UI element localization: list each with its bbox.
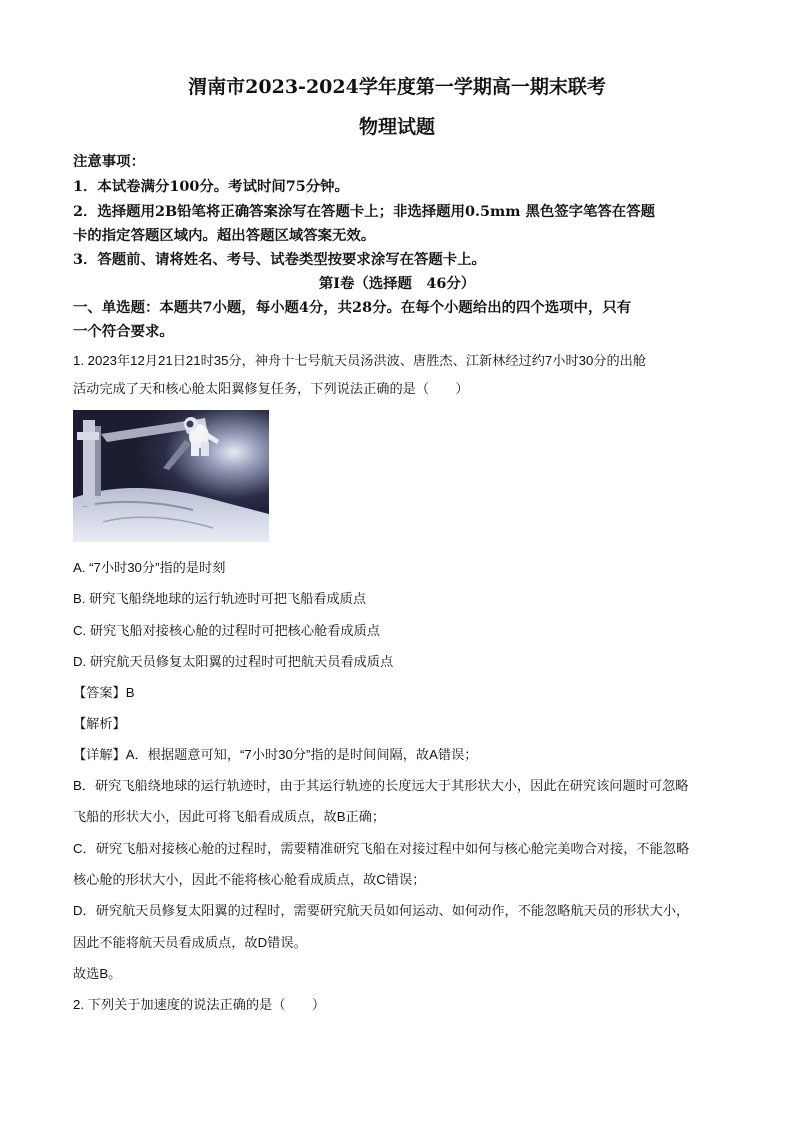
detail-line: D．研究航天员修复太阳翼的过程时，需要研究航天员如何运动、如何动作，不能忽略航天员的形状大小， xyxy=(73,903,690,918)
spacewalk-photo xyxy=(73,410,269,542)
detail-line: 因此不能将航天员看成质点，故D错误。 xyxy=(73,935,307,950)
notes-heading: 注意事项： xyxy=(73,153,145,170)
answer-label: 【答案】B xyxy=(73,685,135,700)
section-title: 第Ⅰ卷（选择题 46分） xyxy=(318,275,476,292)
spacewalk-photo-drawing xyxy=(73,410,269,542)
exam-subtitle: 物理试题 xyxy=(358,116,435,138)
option-b: B. 研究飞船绕地球的运行轨迹时可把飞船看成质点 xyxy=(73,591,367,606)
section-instructions-cont: 一个符合要求。 xyxy=(73,323,174,340)
note-item: 2．选择题用2B铅笔将正确答案涂写在答题卡上；非选择题用0.5mm 黑色签字笔答在答题 xyxy=(73,203,655,220)
option-d: D. 研究航天员修复太阳翼的过程时可把航天员看成质点 xyxy=(73,654,394,669)
detail-line: 核心舱的形状大小，因此不能将核心舱看成质点，故C错误； xyxy=(73,872,426,887)
option-c: C. 研究飞船对接核心舱的过程时可把核心舱看成质点 xyxy=(73,623,380,638)
analysis-label: 【解析】 xyxy=(73,716,126,731)
section-instructions: 一、单选题：本题共7小题，每小题4分，共28分。在每个小题给出的四个选项中，只有 xyxy=(73,299,632,316)
note-item: 3．答题前、请将姓名、考号、试卷类型按要求涂写在答题卡上。 xyxy=(73,251,486,268)
question-1-stem-cont: 活动完成了天和核心舱太阳翼修复任务，下列说法正确的是（ ） xyxy=(73,381,469,396)
detail-line: 飞船的形状大小，因此可将飞船看成质点，故B正确； xyxy=(73,809,386,824)
detail-line: C．研究飞船对接核心舱的过程时，需要精准研究飞船在对接过程中如何与核心舱完美吻合对接，不能忽略 xyxy=(73,841,690,856)
question-1-stem: 1. 2023年12月21日21时35分，神舟十七号航天员汤洪波、唐胜杰、江新林经过约7小时30分的出舱 xyxy=(73,353,647,368)
note-item: 卡的指定答题区域内。超出答题区域答案无效。 xyxy=(73,227,376,244)
detail-line: 【详解】A．根据题意可知，“7小时30分”指的是时间间隔，故A错误； xyxy=(73,747,478,762)
option-a: A. “7小时30分”指的是时刻 xyxy=(73,560,226,575)
conclusion: 故选B。 xyxy=(73,966,122,981)
note-item: 1．本试卷满分100分。考试时间75分钟。 xyxy=(73,178,349,195)
detail-line: B．研究飞船绕地球的运行轨迹时，由于其运行轨迹的长度远大于其形状大小，因此在研究该问题时可忽略 xyxy=(73,778,689,793)
exam-title: 渭南市2023-2024学年度第一学期高一期末联考 xyxy=(188,76,606,98)
question-2-stem: 2. 下列关于加速度的说法正确的是（ ） xyxy=(73,997,326,1012)
